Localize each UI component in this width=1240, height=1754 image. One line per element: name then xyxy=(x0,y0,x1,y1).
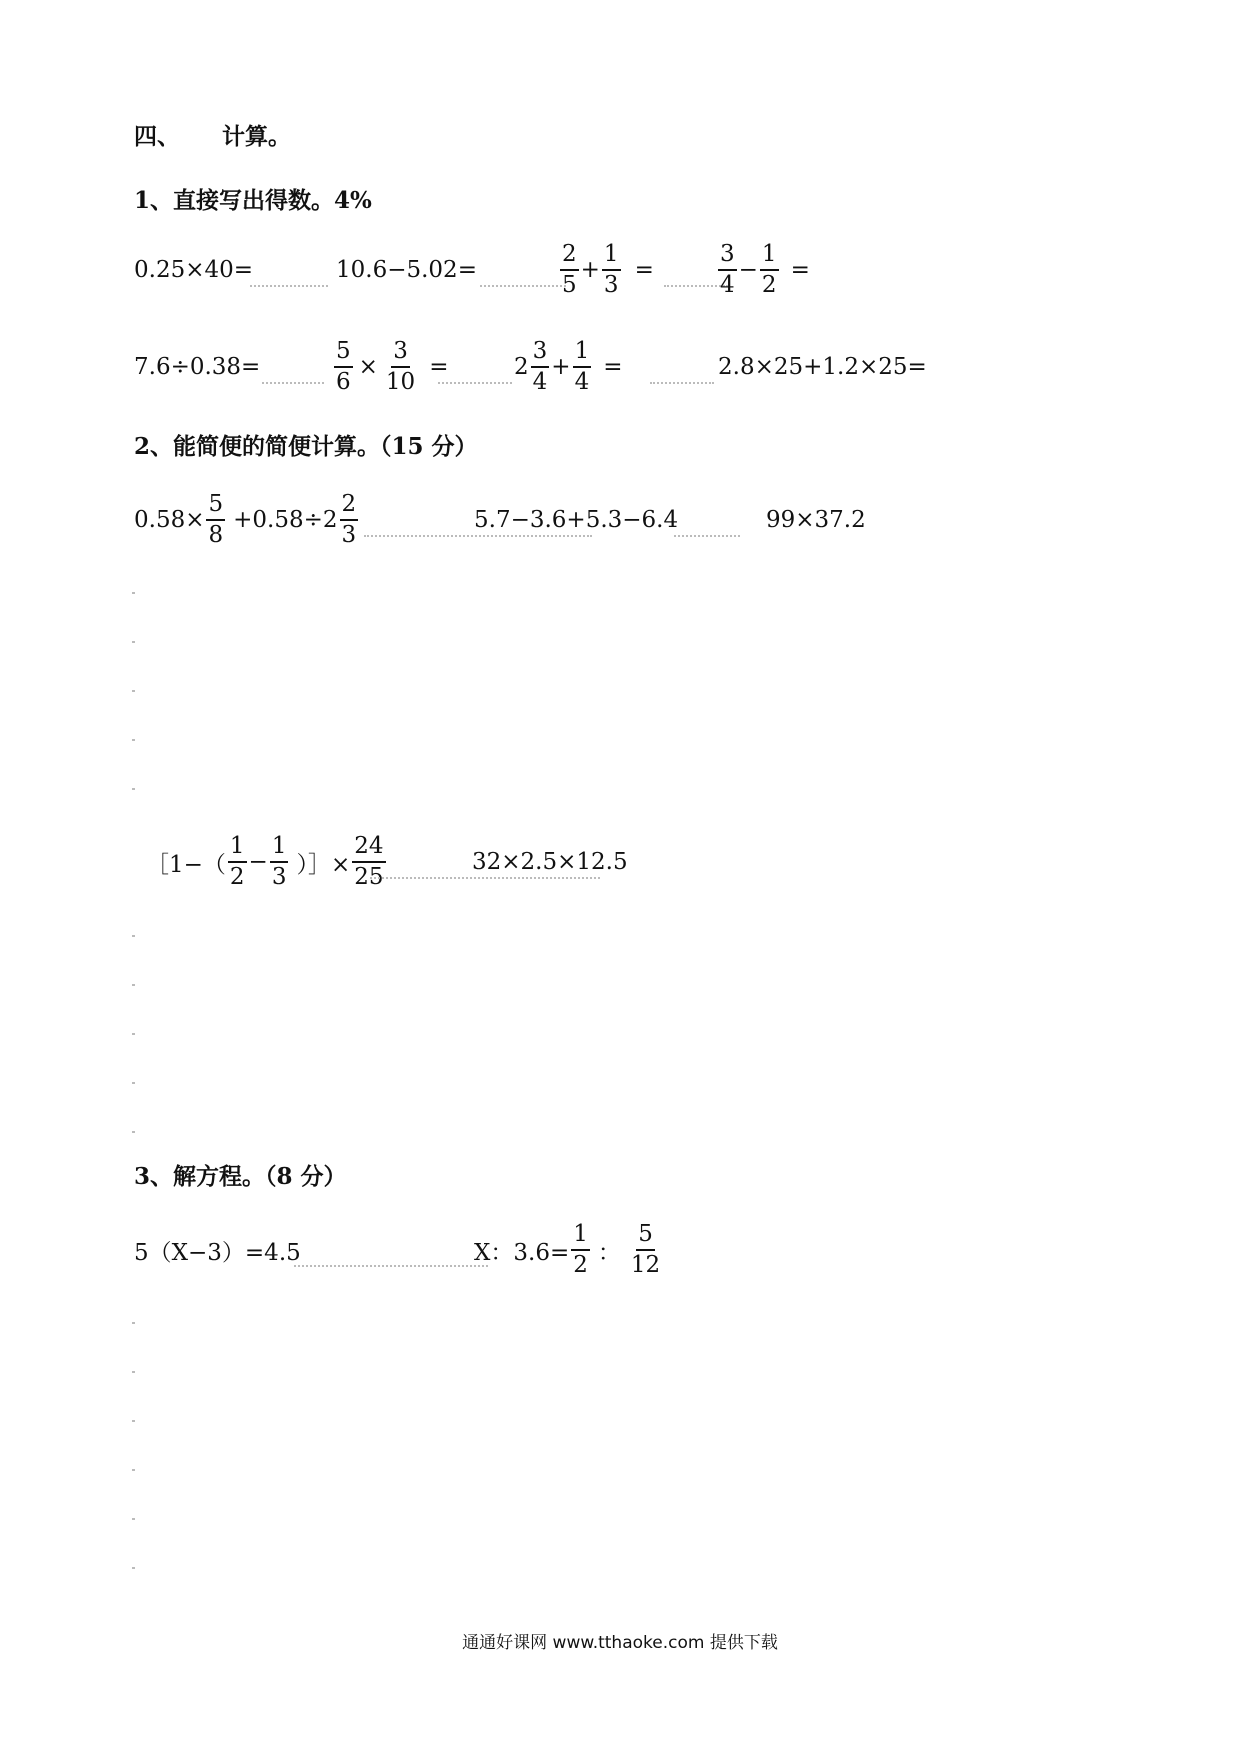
q1-r2-expr-a: 7.6÷0.38= xyxy=(134,354,261,380)
section-number: 四、 xyxy=(134,123,180,150)
q2-r2-expr-b: 32×2.5×12.5 xyxy=(472,849,628,875)
margin-tick xyxy=(132,1322,135,1324)
fraction: $\frac{3}{4}$ xyxy=(532,338,548,395)
margin-tick xyxy=(132,1567,135,1569)
q1-r1-expr-b: 10.6−5.02= xyxy=(336,257,477,283)
answer-blank xyxy=(250,285,328,287)
margin-tick xyxy=(132,1371,135,1373)
q1-r1-expr-c: $\frac{2}{5}$ + $\frac{1}{3}$ = xyxy=(562,241,654,298)
fraction: $\frac{3}{10}$ xyxy=(385,338,416,395)
margin-tick xyxy=(132,984,135,986)
q3-r1-expr-a: 5（X−3）=4.5 xyxy=(134,1239,301,1266)
fraction: $\frac{5}{12}$ xyxy=(630,1221,661,1278)
fraction: $\frac{1}{2}$ xyxy=(229,833,245,890)
answer-blank xyxy=(674,535,740,537)
margin-tick xyxy=(132,788,135,790)
q2-r1-expr-c: 99×37.2 xyxy=(766,507,866,533)
answer-blank xyxy=(262,382,324,384)
q2-r2-expr-a: ［1−（ $\frac{1}{2}$ − $\frac{1}{3}$ ）］× $\frac{24}{25}$ xyxy=(146,833,384,890)
q3-row1 xyxy=(134,1218,1034,1282)
q1-heading: 1、直接写出得数。4% xyxy=(134,187,372,214)
fraction: $\frac{1}{2}$ xyxy=(573,1221,588,1278)
fraction: $\frac{3}{4}$ xyxy=(720,241,735,298)
q1-r1-expr-d: $\frac{3}{4}$ − $\frac{1}{2}$ = xyxy=(720,241,810,298)
margin-tick xyxy=(132,739,135,741)
fraction: $\frac{5}{6}$ xyxy=(336,338,351,395)
answer-blank xyxy=(438,382,512,384)
answer-blank xyxy=(480,285,566,287)
margin-tick xyxy=(132,641,135,643)
q1-r2-expr-b: $\frac{5}{6}$ × $\frac{3}{10}$ = xyxy=(336,338,449,395)
q2-r1-expr-a: 0.58× $\frac{5}{8}$ +0.58÷2 $\frac{2}{3}$ xyxy=(134,491,357,548)
margin-tick xyxy=(132,592,135,594)
q1-r1-expr-a: 0.25×40= xyxy=(134,257,254,283)
answer-blank xyxy=(294,1265,488,1267)
fraction: $\frac{1}{3}$ xyxy=(603,241,619,298)
fraction: $\frac{2}{5}$ xyxy=(562,241,577,298)
q2-r1-expr-b: 5.7−3.6+5.3−6.4 xyxy=(474,507,679,533)
q1-row1 xyxy=(134,238,1134,302)
margin-tick xyxy=(132,1420,135,1422)
fraction: $\frac{1}{4}$ xyxy=(574,338,590,395)
q1-r2-expr-d: 2.8×25+1.2×25= xyxy=(718,354,927,380)
q1-row2 xyxy=(134,335,1134,399)
section-title: 计算。 xyxy=(222,123,291,150)
fraction: $\frac{1}{3}$ xyxy=(271,833,287,890)
answer-blank xyxy=(650,382,714,384)
margin-tick xyxy=(132,1131,135,1133)
q2-row1 xyxy=(134,488,1134,552)
page-footer: 通通好课网 www.tthaoke.com 提供下载 xyxy=(462,1633,778,1653)
fraction: $\frac{5}{8}$ xyxy=(208,491,224,548)
q3-r1-expr-b: X：3.6= $\frac{1}{2}$ ： $\frac{5}{12}$ xyxy=(474,1221,661,1278)
margin-tick xyxy=(132,935,135,937)
margin-tick xyxy=(132,1033,135,1035)
margin-tick xyxy=(132,1082,135,1084)
fraction: $\frac{24}{25}$ xyxy=(354,833,384,890)
margin-tick xyxy=(132,690,135,692)
q3-heading: 3、解方程。（8 分） xyxy=(134,1163,347,1190)
margin-tick xyxy=(132,1518,135,1520)
margin-tick xyxy=(132,1469,135,1471)
fraction: $\frac{1}{2}$ xyxy=(761,241,777,298)
q2-heading: 2、能简便的简便计算。（15 分） xyxy=(134,433,478,460)
q2-row2 xyxy=(146,830,1046,894)
q1-r2-expr-c: 2 $\frac{3}{4}$ + $\frac{1}{4}$ = xyxy=(514,338,623,395)
fraction: $\frac{2}{3}$ xyxy=(341,491,357,548)
